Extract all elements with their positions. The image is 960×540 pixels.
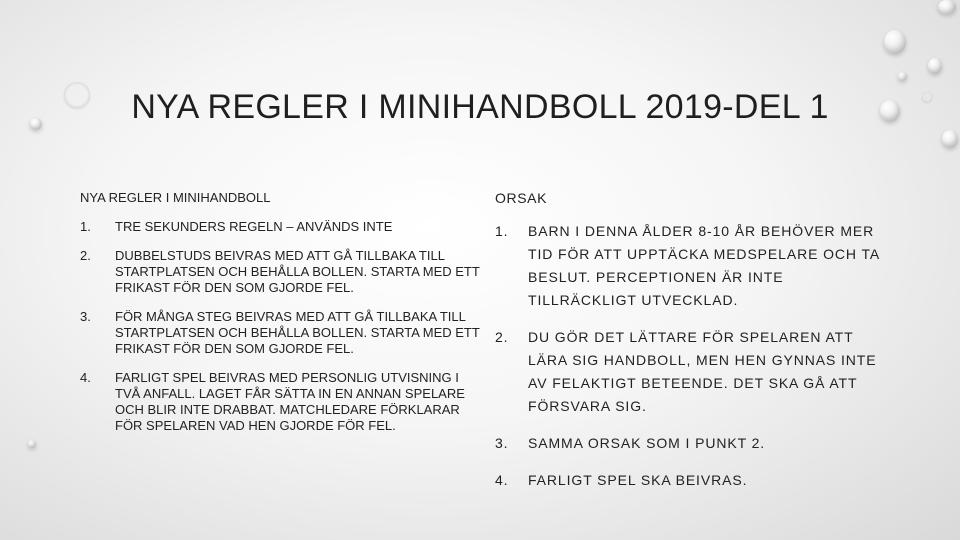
rule-item	[80, 248, 480, 296]
reasons-column-heading: ORSAK	[495, 190, 548, 206]
water-drop-decoration	[928, 58, 942, 74]
rule-number: 1.	[80, 219, 91, 234]
rule-item	[80, 309, 480, 357]
rule-text: FÖR MÅNGA STEG BEIVRAS MED ATT GÅ TILLBAKA TILL STARTPLATSEN OCH BEHÅLLA BOLLEN. STARTA MED ETT FRIKAST FÖR DEN SOM GJORDE FEL.	[115, 309, 480, 356]
rule-text: FARLIGT SPEL BEIVRAS MED PERSONLIG UTVISNING I TVÅ ANFALL. LAGET FÅR SÄTTA IN EN ANNAN SPELARE OCH BLIR INTE DRABBAT. MATCHLEDARE FÖRKLARAR FÖR SPELAREN VAD HEN GJORDE FÖR FEL.	[115, 370, 465, 433]
water-drop-decoration	[938, 0, 956, 14]
reason-number: 3.	[495, 435, 509, 451]
water-drop-decoration	[942, 130, 958, 148]
rules-column-heading: NYA REGLER I MINIHANDBOLL	[80, 190, 271, 205]
reasons-list	[495, 220, 880, 492]
rules-list	[80, 219, 480, 434]
reason-item	[495, 469, 880, 492]
reason-number: 2.	[495, 329, 509, 345]
reason-text: DU GÖR DET LÄTTARE FÖR SPELAREN ATT LÄRA SIG HANDBOLL, MEN HEN GYNNAS INTE AV FELAKTIGT BETEENDE. DET SKA GÅ ATT FÖRSVARA SIG.	[528, 329, 877, 414]
rule-item	[80, 219, 480, 235]
reason-item	[495, 432, 880, 455]
rule-number: 2.	[80, 248, 91, 263]
reason-text: BARN I DENNA ÅLDER 8-10 ÅR BEHÖVER MER TID FÖR ATT UPPTÄCKA MEDSPELARE OCH TA BESLUT. PERCEPTIONEN ÄR INTE TILLRÄCKLIGT UTVECKLAD.	[528, 223, 880, 308]
water-drop-decoration	[898, 72, 907, 81]
reason-number: 1.	[495, 223, 509, 239]
rule-text: TRE SEKUNDERS REGELN – ANVÄNDS INTE	[115, 219, 393, 234]
reason-item	[495, 326, 880, 418]
reason-text: SAMMA ORSAK SOM I PUNKT 2.	[528, 435, 766, 451]
reason-text: FARLIGT SPEL SKA BEIVRAS.	[528, 472, 748, 488]
rules-column	[80, 190, 480, 447]
reason-number: 4.	[495, 472, 509, 488]
water-drop-decoration	[884, 30, 906, 54]
reason-item	[495, 220, 880, 312]
water-drop-decoration	[28, 440, 36, 448]
rule-number: 4.	[80, 370, 91, 385]
reasons-column	[495, 190, 880, 506]
slide-title: NYA REGLER I MINIHANDBOLL 2019-DEL 1	[131, 88, 829, 126]
rule-number: 3.	[80, 309, 91, 324]
rule-text: DUBBELSTUDS BEIVRAS MED ATT GÅ TILLBAKA TILL STARTPLATSEN OCH BEHÅLLA BOLLEN. STARTA MED ETT FRIKAST FÖR DEN SOM GJORDE FEL.	[115, 248, 480, 295]
rule-item	[80, 370, 480, 434]
